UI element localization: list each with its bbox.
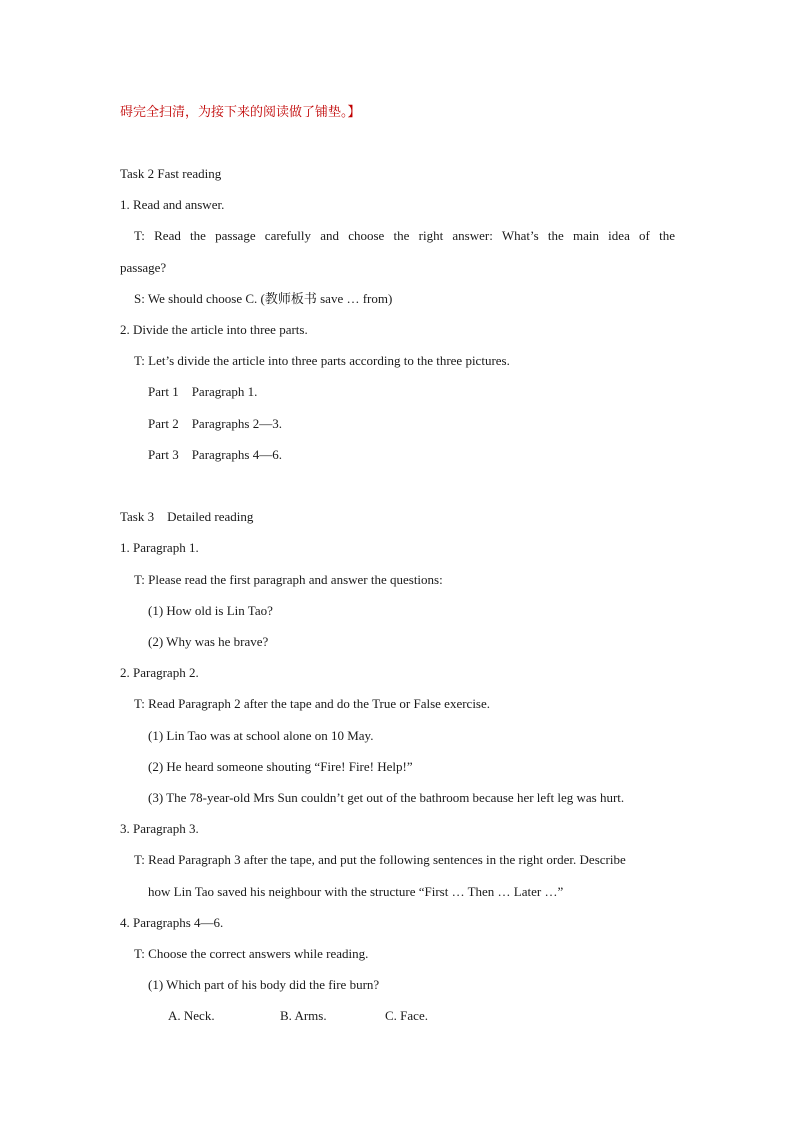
task3-p2-item-2: (2) He heard someone shouting “Fire! Fire! Help!” [148,759,413,774]
task3-p4-option-c: C. Face. [385,1008,428,1023]
task3-p1-title: 1. Paragraph 1. [120,540,199,555]
task3-p4-option-b: B. Arms. [280,1008,327,1023]
task3-p4-teacher: T: Choose the correct answers while reading. [134,946,369,961]
task3-p4-title: 4. Paragraphs 4—6. [120,915,224,930]
task3-p2-item-1: (1) Lin Tao was at school alone on 10 May. [148,728,374,743]
task3-p2-title: 2. Paragraph 2. [120,665,199,680]
task2-part-3: Part 3 Paragraphs 4—6. [148,447,282,462]
task2-heading: Task 2 Fast reading [120,166,222,181]
task3-p1-teacher: T: Please read the first paragraph and answer the questions: [134,572,443,587]
task2-part-2: Part 2 Paragraphs 2—3. [148,416,282,431]
task3-p3-title: 3. Paragraph 3. [120,821,199,836]
task2-step1-teacher-line1: T: Read the passage carefully and choose the right answer: What’s the main idea of the [134,228,675,243]
task3-p2-item-3: (3) The 78-year-old Mrs Sun couldn’t get out of the bathroom because her left leg was hurt. [148,790,625,805]
task2-step1-title: 1. Read and answer. [120,197,225,212]
task2-step1-student: S: We should choose C. (教师板书 save … from) [134,291,393,306]
task3-p1-question-2: (2) Why was he brave? [148,634,269,649]
task3-p4-question: (1) Which part of his body did the fire burn? [148,977,380,992]
intro-line: 碍完全扫清，为接下来的阅读做了铺垫。】 [120,104,361,119]
task2-step2-title: 2. Divide the article into three parts. [120,322,308,337]
task3-heading: Task 3 Detailed reading [120,509,254,524]
task3-p4-option-a: A. Neck. [168,1008,215,1023]
task3-p3-teacher-line2: how Lin Tao saved his neighbour with the structure “First … Then … Later …” [148,884,564,899]
task3-p2-teacher: T: Read Paragraph 2 after the tape and do the True or False exercise. [134,696,491,711]
task3-p3-teacher-line1: T: Read Paragraph 3 after the tape, and put the following sentences in the right order. Describe [134,852,626,867]
task2-step1-teacher-line2: passage? [120,260,167,275]
task3-p1-question-1: (1) How old is Lin Tao? [148,603,273,618]
task2-part-1: Part 1 Paragraph 1. [148,384,258,399]
task2-step2-teacher: T: Let’s divide the article into three parts according to the three pictures. [134,353,510,368]
